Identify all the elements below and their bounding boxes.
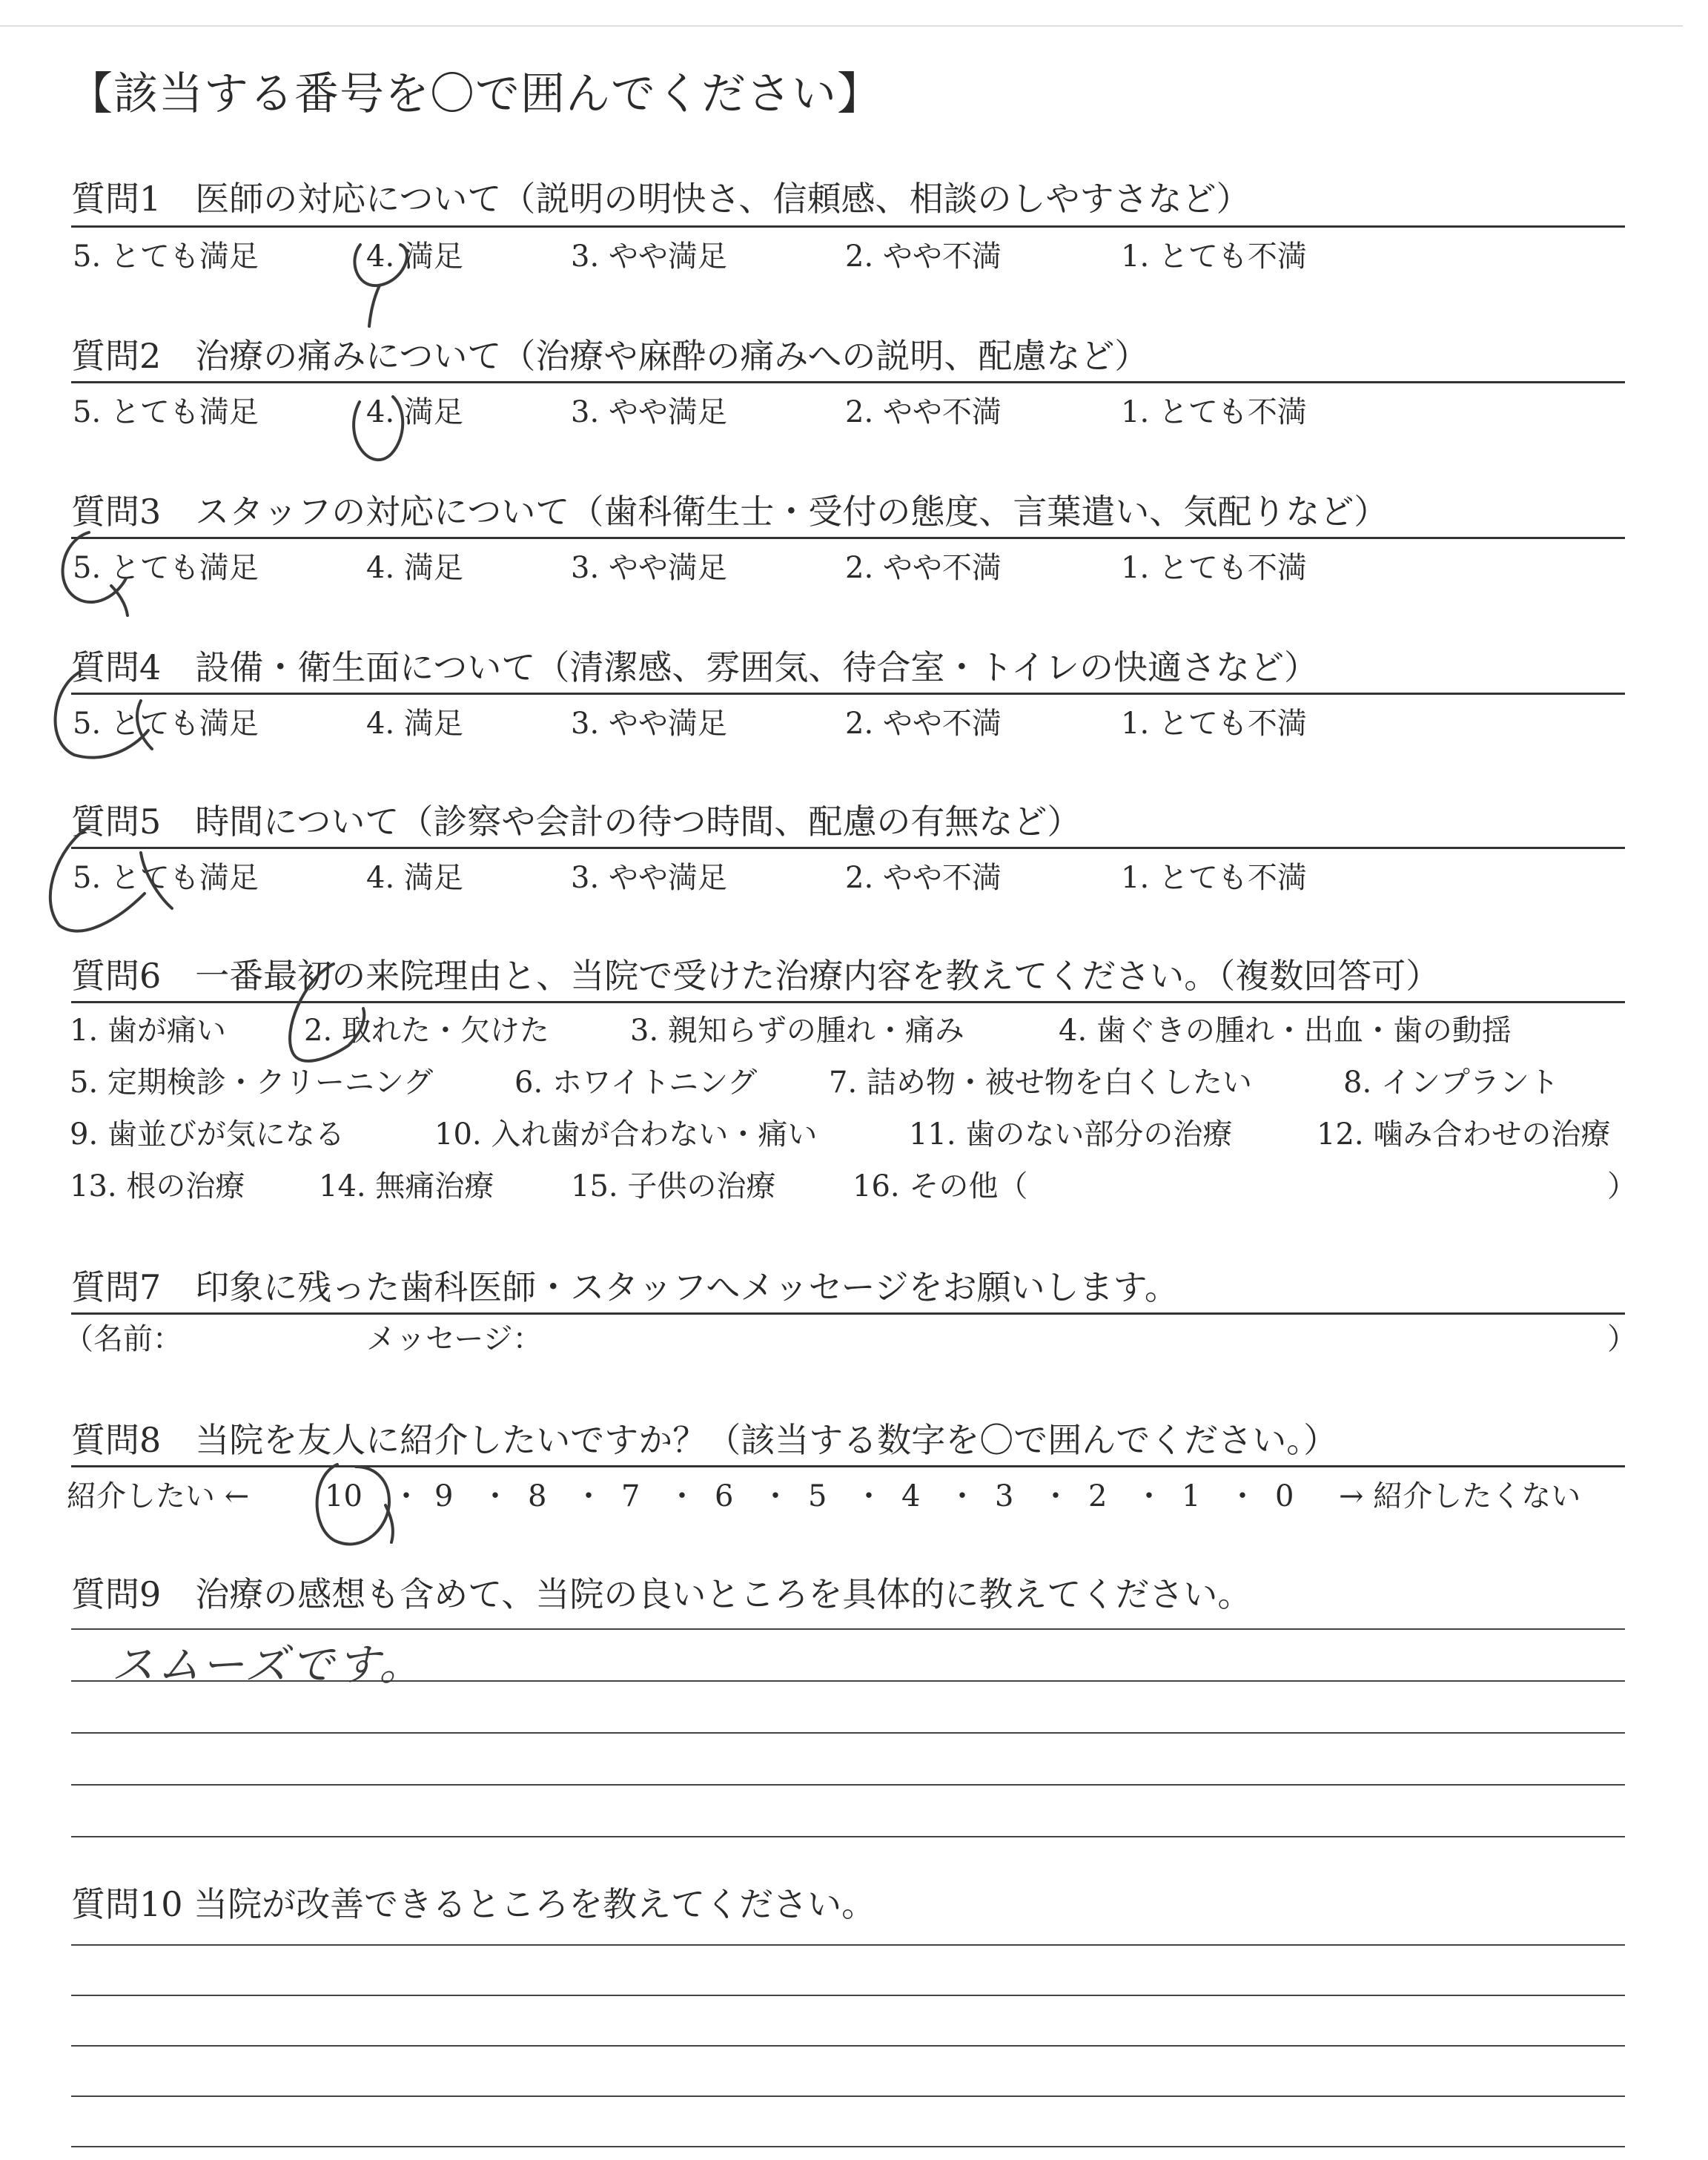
q4-option-3[interactable]: 3. やや満足 xyxy=(571,707,727,741)
question-5-title: 質問5 時間について（診察や会計の待つ時間、配慮の有無など） xyxy=(71,802,1082,842)
question-3-rule xyxy=(71,537,1625,539)
question-2-rule xyxy=(71,381,1625,383)
q4-option-1[interactable]: 1. とても不満 xyxy=(1121,707,1307,741)
q6-option-5[interactable]: 5. 定期検診・クリーニング xyxy=(70,1066,434,1100)
q2-option-4[interactable]: 4. 満足 xyxy=(366,395,463,429)
q3-option-4[interactable]: 4. 満足 xyxy=(366,551,463,585)
q4-option-2[interactable]: 2. やや不満 xyxy=(845,707,1002,741)
q6-option-3[interactable]: 3. 親知らずの腫れ・痛み xyxy=(630,1014,964,1048)
q7-close-paren: ） xyxy=(1607,1322,1637,1356)
q8-dot: ・ xyxy=(854,1479,884,1513)
q6-option-12[interactable]: 12. 噛み合わせの治療 xyxy=(1317,1117,1611,1152)
question-8-rule xyxy=(71,1465,1625,1467)
q6-option-1[interactable]: 1. 歯が痛い xyxy=(70,1014,226,1048)
q6-option-15[interactable]: 15. 子供の治療 xyxy=(571,1169,776,1203)
question-10-title: 質問10 当院が改善できるところを教えてください。 xyxy=(71,1884,876,1924)
q1-option-1[interactable]: 1. とても不満 xyxy=(1121,240,1307,274)
q9-answer-line xyxy=(71,1784,1625,1786)
q4-option-5[interactable]: 5. とても満足 xyxy=(73,707,259,741)
q9-handwritten-answer[interactable]: スムーズです。 xyxy=(111,1639,426,1690)
q8-dot: ・ xyxy=(391,1479,421,1513)
q8-score-4[interactable]: 4 xyxy=(901,1479,921,1513)
q2-option-2[interactable]: 2. やや不満 xyxy=(845,395,1002,429)
q3-option-1[interactable]: 1. とても不満 xyxy=(1121,551,1307,585)
question-7-title: 質問7 印象に残った歯科医師・スタッフへメッセージをお願いします。 xyxy=(71,1267,1179,1307)
q8-score-7[interactable]: 7 xyxy=(621,1479,640,1513)
question-9-title: 質問9 治療の感想も含めて、当院の良いところを具体的に教えてください。 xyxy=(71,1574,1252,1614)
q9-answer-line xyxy=(71,1836,1625,1837)
q5-option-4[interactable]: 4. 満足 xyxy=(366,861,463,895)
question-2-title: 質問2 治療の痛みについて（治療や麻酔の痛みへの説明、配慮など） xyxy=(71,336,1149,376)
q8-dot: ・ xyxy=(947,1479,977,1513)
question-4-title: 質問4 設備・衛生面について（清潔感、雰囲気、待合室・トイレの快適さなど） xyxy=(71,647,1319,687)
question-6-title: 質問6 一番最初の来院理由と、当院で受けた治療内容を教えてください。（複数回答可） xyxy=(71,956,1440,996)
q8-score-3[interactable]: 3 xyxy=(995,1479,1014,1513)
q8-score-6[interactable]: 6 xyxy=(715,1479,734,1513)
question-5-rule xyxy=(71,847,1625,849)
q5-option-2[interactable]: 2. やや不満 xyxy=(845,861,1002,895)
q6-option-4[interactable]: 4. 歯ぐきの腫れ・出血・歯の動揺 xyxy=(1059,1014,1512,1048)
q7-message-label: メッセージ： xyxy=(366,1322,543,1356)
q8-right-label: → 紹介したくない xyxy=(1339,1479,1581,1513)
q6-option-9[interactable]: 9. 歯並びが気になる xyxy=(70,1117,345,1152)
q6-option-6[interactable]: 6. ホワイトニング xyxy=(514,1066,758,1100)
q10-answer-line xyxy=(71,1995,1625,1996)
q2-option-1[interactable]: 1. とても不満 xyxy=(1121,395,1307,429)
q8-score-9[interactable]: 9 xyxy=(434,1479,454,1513)
q6-option-8[interactable]: 8. インプラント xyxy=(1343,1066,1559,1100)
q8-dot: ・ xyxy=(1134,1479,1164,1513)
q3-option-3[interactable]: 3. やや満足 xyxy=(571,551,727,585)
q6-other-close-paren: ） xyxy=(1607,1169,1637,1203)
q8-dot: ・ xyxy=(480,1479,510,1513)
q6-option-7[interactable]: 7. 詰め物・被せ物を白くしたい xyxy=(829,1066,1252,1100)
q6-option-14[interactable]: 14. 無痛治療 xyxy=(319,1169,494,1203)
q8-score-8[interactable]: 8 xyxy=(528,1479,547,1513)
question-3-title: 質問3 スタッフの対応について（歯科衛生士・受付の態度、言葉遣い、気配りなど） xyxy=(71,492,1388,532)
q10-answer-line xyxy=(71,2045,1625,2047)
q1-option-3[interactable]: 3. やや満足 xyxy=(571,240,727,274)
q8-dot: ・ xyxy=(1041,1479,1070,1513)
instructions-header: 【該当する番号を〇で囲んでください】 xyxy=(68,68,882,120)
q8-score-2[interactable]: 2 xyxy=(1088,1479,1108,1513)
q10-answer-line xyxy=(71,1944,1625,1946)
q8-score-10[interactable]: 10 xyxy=(325,1479,363,1513)
q8-dot: ・ xyxy=(1228,1479,1257,1513)
q8-score-5[interactable]: 5 xyxy=(808,1479,827,1513)
q8-dot: ・ xyxy=(667,1479,697,1513)
q6-option-10[interactable]: 10. 入れ歯が合わない・痛い xyxy=(434,1117,818,1152)
q1-option-5[interactable]: 5. とても満足 xyxy=(73,240,259,274)
q9-answer-line xyxy=(71,1628,1625,1630)
q8-left-label: 紹介したい ← xyxy=(67,1479,250,1513)
question-1-title: 質問1 医師の対応について（説明の明快さ、信頼感、相談のしやすさなど） xyxy=(71,179,1251,219)
q10-answer-line xyxy=(71,2146,1625,2147)
q5-option-3[interactable]: 3. やや満足 xyxy=(571,861,727,895)
q8-dot: ・ xyxy=(761,1479,790,1513)
q8-score-1[interactable]: 1 xyxy=(1182,1479,1201,1513)
scan-edge-line xyxy=(0,25,1683,27)
question-6-rule xyxy=(71,1001,1625,1003)
q8-dot: ・ xyxy=(574,1479,603,1513)
question-1-rule xyxy=(71,225,1625,228)
question-4-rule xyxy=(71,693,1625,695)
q6-option-11[interactable]: 11. 歯のない部分の治療 xyxy=(909,1117,1233,1152)
q7-name-label: （名前： xyxy=(64,1322,182,1356)
q10-answer-line xyxy=(71,2095,1625,2097)
q9-answer-line xyxy=(71,1732,1625,1734)
q2-option-5[interactable]: 5. とても満足 xyxy=(73,395,259,429)
q3-option-2[interactable]: 2. やや不満 xyxy=(845,551,1002,585)
question-8-title: 質問8 当院を友人に紹介したいですか？（該当する数字を〇で囲んでください。） xyxy=(71,1420,1338,1460)
q1-option-4[interactable]: 4. 満足 xyxy=(366,240,463,274)
q3-option-5[interactable]: 5. とても満足 xyxy=(73,551,259,585)
question-7-rule xyxy=(71,1312,1625,1315)
q6-option-2[interactable]: 2. 取れた・欠けた xyxy=(304,1014,549,1048)
q6-option-16[interactable]: 16. その他（ xyxy=(853,1169,1028,1203)
q1-option-2[interactable]: 2. やや不満 xyxy=(845,240,1002,274)
q8-score-0[interactable]: 0 xyxy=(1275,1479,1294,1513)
q5-option-5[interactable]: 5. とても満足 xyxy=(73,861,259,895)
q6-option-13[interactable]: 13. 根の治療 xyxy=(70,1169,245,1203)
q4-option-4[interactable]: 4. 満足 xyxy=(366,707,463,741)
q2-option-3[interactable]: 3. やや満足 xyxy=(571,395,727,429)
q5-option-1[interactable]: 1. とても不満 xyxy=(1121,861,1307,895)
